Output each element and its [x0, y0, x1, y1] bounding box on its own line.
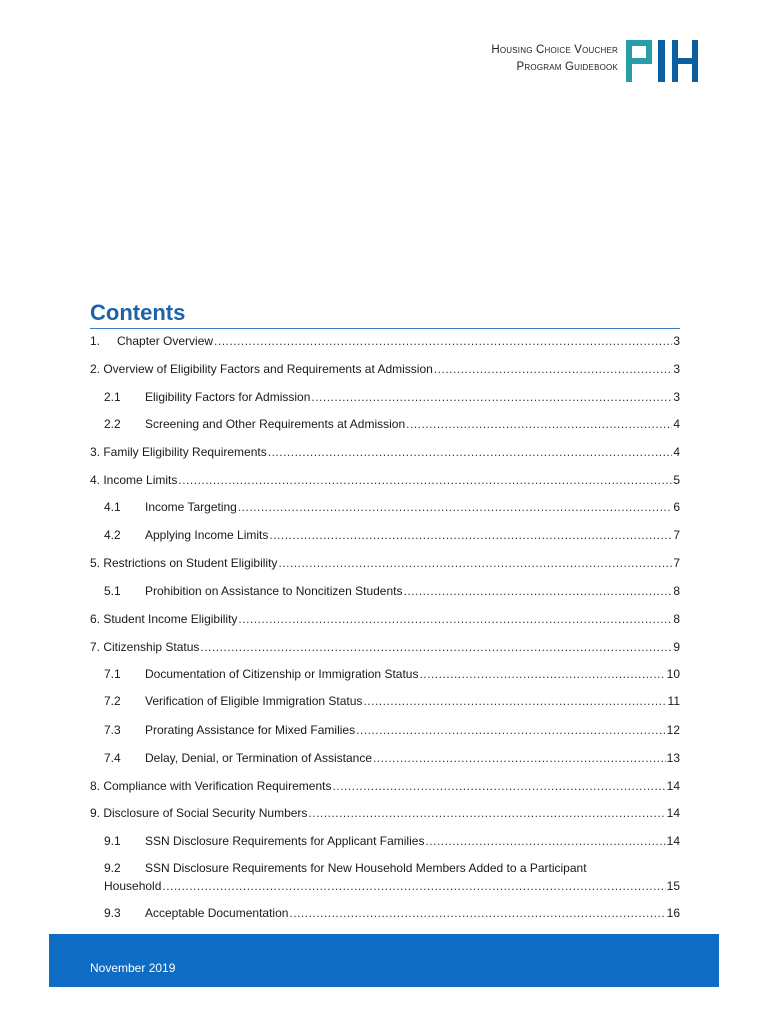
toc-entry[interactable] [90, 445, 680, 459]
toc-entry-number: 2.1 [104, 390, 121, 404]
toc-entry-number: 7.3 [104, 723, 121, 737]
toc-entry[interactable] [90, 640, 680, 654]
toc-leader-dots [238, 500, 672, 514]
toc-page-number: 15 [666, 879, 680, 893]
toc-page-number: 10 [666, 667, 680, 681]
toc-page-number: 3 [673, 334, 680, 348]
toc-entry-text: Prorating Assistance for Mixed Families [145, 723, 356, 737]
toc-entry-text: Verification of Eligible Immigration Status [145, 694, 363, 708]
toc-entry-number: 5.1 [104, 584, 121, 598]
toc-entry-number: 2.2 [104, 417, 121, 431]
toc-entry-text: Screening and Other Requirements at Admission [145, 417, 406, 431]
toc-entry[interactable] [90, 500, 680, 514]
toc-entry-text: 5. Restrictions on Student Eligibility [90, 556, 278, 570]
toc-entry-text: Documentation of Citizenship or Immigration Status [145, 667, 419, 681]
toc-entry[interactable] [90, 417, 680, 431]
toc-page-number: 14 [666, 834, 680, 848]
toc-leader-dots [162, 879, 665, 893]
page-footer [49, 934, 719, 987]
toc-entry-text: Acceptable Documentation [145, 906, 289, 920]
toc-page-number: 5 [673, 473, 680, 487]
toc-entry[interactable] [90, 694, 680, 708]
toc-page-number: 3 [673, 390, 680, 404]
pih-logo-icon [626, 40, 702, 82]
toc-leader-dots [214, 334, 672, 348]
toc-entry[interactable] [90, 723, 680, 737]
toc-page-number: 6 [673, 500, 680, 514]
toc-entry-text: Income Targeting [145, 500, 237, 514]
toc-leader-dots [356, 723, 666, 737]
toc-entry-text: 8. Compliance with Verification Requirements [90, 779, 332, 793]
toc-entry-number: 4.2 [104, 528, 121, 542]
toc-entry-text: Delay, Denial, or Termination of Assistance [145, 751, 372, 765]
toc-leader-dots [403, 584, 672, 598]
document-header [491, 40, 702, 82]
toc-entry-text: SSN Disclosure Requirements for Applicant Families [145, 834, 425, 848]
toc-page-number: 3 [673, 362, 680, 376]
toc-leader-dots [278, 556, 672, 570]
contents-title: Contents [90, 300, 186, 325]
toc-leader-dots [363, 694, 666, 708]
toc-page-number: 4 [673, 417, 680, 431]
toc-page-number: 13 [666, 751, 680, 765]
toc-entry[interactable] [90, 779, 680, 793]
toc-entry[interactable] [90, 751, 680, 765]
toc-entry-text: Prohibition on Assistance to Noncitizen Students [145, 584, 403, 598]
toc-leader-dots [200, 640, 672, 654]
toc-entry-number: 7.2 [104, 694, 121, 708]
toc-entry[interactable] [90, 667, 680, 681]
toc-entry[interactable] [90, 556, 680, 570]
toc-page-number: 4 [673, 445, 680, 459]
toc-page-number: 7 [673, 556, 680, 570]
toc-entry[interactable] [90, 612, 680, 626]
toc-page-number: 8 [673, 584, 680, 598]
toc-entry-number: 9.3 [104, 906, 121, 920]
toc-entry[interactable] [90, 584, 680, 598]
toc-entry[interactable] [90, 806, 680, 820]
toc-leader-dots [308, 806, 665, 820]
toc-page-number: 11 [667, 694, 680, 708]
toc-leader-dots [373, 751, 666, 765]
toc-entry-text: 9. Disclosure of Social Security Numbers [90, 806, 308, 820]
toc-entry-text: 3. Family Eligibility Requirements [90, 445, 267, 459]
toc-entry[interactable] [90, 834, 680, 848]
footer-date: November 2019 [90, 961, 176, 975]
toc-entry-text: Eligibility Factors for Admission [145, 390, 311, 404]
toc-page-number: 14 [666, 806, 680, 820]
toc-leader-dots [269, 528, 672, 542]
toc-entry-number: 4.1 [104, 500, 121, 514]
toc-entry-number: 9.2 [104, 861, 121, 875]
toc-entry-text: Applying Income Limits [145, 528, 269, 542]
pih-logo [626, 40, 702, 82]
toc-page-number: 8 [673, 612, 680, 626]
toc-leader-dots [311, 390, 672, 404]
toc-entry[interactable] [90, 334, 680, 348]
toc-entry[interactable] [90, 861, 680, 893]
toc-entry-text: 4. Income Limits [90, 473, 178, 487]
toc-entry[interactable] [90, 528, 680, 542]
toc-entry-text: 2. Overview of Eligibility Factors and Requirements at Admission [90, 362, 433, 376]
title-divider [90, 328, 680, 329]
toc-leader-dots [289, 906, 665, 920]
toc-leader-dots [434, 362, 673, 376]
toc-entry-text: 7. Citizenship Status [90, 640, 200, 654]
toc-page-number: 14 [666, 779, 680, 793]
toc-leader-dots [332, 779, 665, 793]
toc-leader-dots [406, 417, 672, 431]
guidebook-title [491, 42, 618, 76]
toc-entry[interactable] [90, 473, 680, 487]
toc-leader-dots [425, 834, 665, 848]
toc-leader-dots [238, 612, 672, 626]
toc-entry[interactable] [90, 906, 680, 920]
toc-entry[interactable] [90, 390, 680, 404]
toc-page-number: 7 [673, 528, 680, 542]
toc-entry-number: 7.1 [104, 667, 121, 681]
toc-leader-dots [178, 473, 672, 487]
toc-entry-text: Chapter Overview [117, 334, 214, 348]
toc-entry-number: 9.1 [104, 834, 121, 848]
toc-page-number: 9 [673, 640, 680, 654]
toc-page-number: 12 [666, 723, 680, 737]
toc-entry-number: 1. [90, 334, 101, 348]
toc-entry-number: 7.4 [104, 751, 121, 765]
toc-entry-text: SSN Disclosure Requirements for New Household Members Added to a Participant [145, 861, 587, 875]
toc-entry-text-continued: Household [104, 879, 162, 893]
toc-page-number: 16 [666, 906, 680, 920]
toc-leader-dots [268, 445, 673, 459]
toc-entry-text: 6. Student Income Eligibility [90, 612, 238, 626]
toc-entry[interactable] [90, 362, 680, 376]
guidebook-title-line1: Housing Choice Voucher [491, 44, 618, 56]
guidebook-title-line2: Program Guidebook [516, 61, 618, 73]
toc-leader-dots [419, 667, 665, 681]
